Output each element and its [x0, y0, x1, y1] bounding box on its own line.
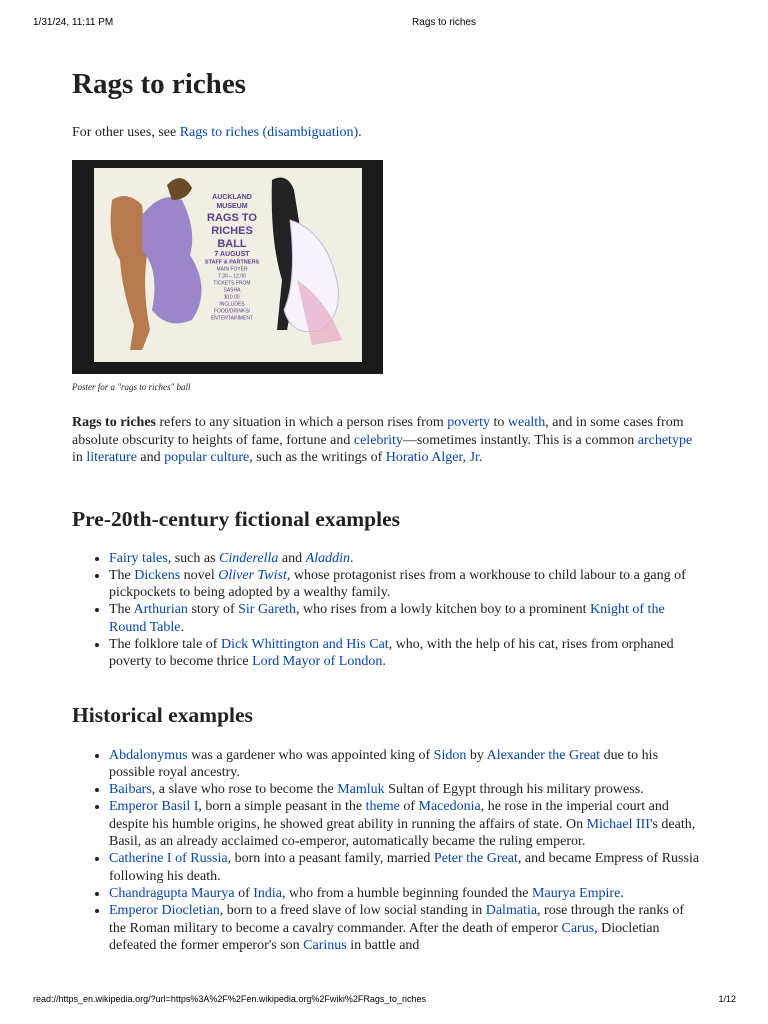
link-diocletian[interactable]: Emperor Diocletian — [109, 903, 220, 919]
item-text: 's death, Basil, as an already acclaimed co-emperor, automatically became the ruling emperor. — [109, 816, 696, 850]
print-header — [0, 17, 768, 31]
lead-bold-term: Rags to riches — [72, 415, 156, 430]
list-item — [109, 636, 702, 671]
link-dickens[interactable]: Dickens — [134, 567, 181, 583]
link-lord-mayor[interactable]: Lord Mayor of London — [252, 654, 383, 670]
link-fairy-tales[interactable]: Fairy tales — [109, 550, 168, 566]
item-text: due to his possible royal ancestry. — [109, 747, 659, 780]
link-michael-iii[interactable]: Michael III — [586, 816, 650, 832]
link-wealth[interactable]: wealth — [507, 415, 546, 430]
link-mamluk[interactable]: Mamluk — [337, 782, 385, 798]
link-theme[interactable]: theme — [365, 799, 400, 815]
link-basil[interactable]: Emperor Basil I — [109, 799, 199, 815]
item-text: , born into a peasant family, married — [227, 851, 434, 867]
lead-text: , and in some cases from absolute obscurity to heights of fame, fortune and — [72, 415, 684, 448]
item-text: and — [278, 550, 306, 566]
link-archetype[interactable]: archetype — [637, 432, 693, 448]
page-title: Rags to riches — [72, 68, 246, 100]
fiction-list — [72, 550, 702, 671]
item-text: , a slave who rose to become the — [151, 782, 338, 798]
article-content — [72, 64, 702, 954]
item-text: The — [109, 567, 135, 583]
item-text: , Diocletian defeated the former emperor's son — [109, 920, 660, 953]
item-text: . — [620, 885, 624, 901]
item-text: , who rises from a lowly kitchen boy to a prominent — [296, 602, 590, 618]
item-text: , who from a humble beginning founded the — [282, 885, 533, 901]
link-arthurian[interactable]: Arthurian — [133, 602, 188, 618]
link-aladdin[interactable] — [306, 551, 350, 566]
link-sidon[interactable]: Sidon — [433, 747, 467, 763]
item-text: . — [382, 654, 386, 670]
section-heading-fiction: Pre-20th-century fictional examples — [72, 506, 401, 531]
item-text: of — [234, 885, 254, 901]
item-text: , rose through the ranks of the Roman military to become a cavalry commander. After the death of emperor — [109, 903, 685, 936]
poster-text-line: MUSEUM — [216, 203, 248, 210]
list-item — [109, 885, 702, 902]
poster-text-line: RAGS TO — [207, 212, 257, 224]
poster-text-line: MAIN FOYER — [216, 266, 248, 273]
hatnote — [72, 124, 702, 142]
print-title: Rags to riches — [412, 17, 476, 28]
poster-text-line: ENTERTAINMENT — [210, 315, 254, 322]
item-text: , whose protagonist rises from a workhouse to child labour to a gang of pickpockets to being adopted by a wealthy family. — [109, 567, 686, 601]
section-heading-historical: Historical examples — [72, 702, 253, 727]
lead-text: refers to any situation in which a person rises from — [156, 415, 448, 430]
disambiguation-link[interactable]: Rags to riches (disambiguation) — [179, 125, 359, 140]
poster-text-line: AUCKLAND — [212, 194, 252, 201]
lead-paragraph — [72, 414, 702, 467]
item-text: , who, with the help of his cat, rises from orphaned poverty to become thrice — [109, 636, 674, 670]
poster-text-line: $10.00 — [224, 294, 240, 301]
link-literature[interactable]: literature — [86, 450, 137, 465]
list-item — [109, 601, 702, 636]
item-text: , such as — [167, 550, 220, 566]
list-item — [109, 567, 702, 602]
list-item — [109, 550, 702, 567]
list-item — [109, 747, 702, 782]
link-baibars[interactable]: Baibars — [109, 782, 152, 798]
link-catherine-i[interactable]: Catherine I of Russia — [109, 851, 228, 867]
link-horatio-alger[interactable]: Horatio Alger, Jr — [385, 450, 479, 465]
link-carus[interactable]: Carus — [561, 920, 595, 936]
poster-text-line: SASHA — [223, 287, 241, 294]
link-chandragupta[interactable]: Chandragupta Maurya — [109, 885, 235, 901]
lead-text: . — [478, 450, 483, 465]
link-alexander[interactable]: Alexander the Great — [486, 747, 601, 763]
item-text: . — [180, 619, 184, 635]
poster-image[interactable] — [72, 160, 383, 374]
link-knight-round-table[interactable]: Knight of the Round Table — [109, 602, 665, 635]
link-carinus[interactable]: Carinus — [303, 937, 347, 953]
list-item — [109, 850, 702, 885]
link-text: Cinderella — [219, 550, 279, 566]
link-dick-whittington[interactable]: Dick Whittington and His Cat — [220, 636, 389, 652]
item-text: by — [466, 747, 487, 763]
item-text: of — [399, 799, 419, 815]
list-item — [109, 798, 702, 850]
lead-text: —sometimes instantly. This is a common — [402, 432, 638, 448]
link-india[interactable]: India — [253, 885, 283, 901]
lead-text: and — [136, 450, 165, 465]
item-text: , he rose in the imperial court and despite his humble origins, he showed great ability in running the affairs of state. On — [109, 799, 669, 832]
hatnote-suffix: . — [358, 125, 362, 140]
hatnote-prefix: For other uses, see — [72, 125, 180, 140]
lead-text: to — [489, 415, 508, 430]
poster-text-line: 7 AUGUST — [214, 251, 250, 258]
poster-text-line: 7.30 – 12.00 — [218, 273, 246, 280]
poster-text-line: STAFF & PARTNERS — [204, 259, 260, 266]
figure — [72, 160, 702, 393]
item-text: . — [349, 550, 354, 566]
link-celebrity[interactable]: celebrity — [353, 432, 403, 448]
poster-text-line: INCLUDES — [219, 301, 245, 308]
poster-text-line: FOOD/DRINKS/ — [213, 308, 251, 315]
poster-illustration — [72, 160, 383, 374]
link-macedonia[interactable]: Macedonia — [418, 799, 481, 815]
item-text: story of — [187, 602, 239, 618]
print-page-number: 1/12 — [718, 994, 736, 1004]
figure-caption: Poster for a "rags to riches" ball — [72, 382, 191, 392]
link-dalmatia[interactable]: Dalmatia — [485, 903, 538, 919]
link-poverty[interactable]: poverty — [447, 415, 490, 430]
item-text: The folklore tale of — [109, 636, 221, 652]
item-text: , born to a freed slave of low social standing in — [219, 903, 486, 919]
list-item — [109, 902, 702, 954]
item-text: Sultan of Egypt through his military prowess. — [384, 782, 644, 798]
item-text: novel — [180, 567, 219, 583]
poster-text-line: TICKETS FROM — [213, 280, 251, 287]
link-sir-gareth[interactable]: Sir Gareth — [238, 602, 297, 618]
poster-text-line: RICHES — [211, 225, 253, 237]
poster-text-line: BALL — [217, 238, 247, 250]
print-footer — [0, 994, 768, 1008]
lead-text: in — [72, 450, 87, 465]
item-text: in battle and — [346, 937, 420, 953]
link-oliver-twist[interactable] — [218, 568, 287, 583]
item-text: , born a simple peasant in the — [198, 799, 366, 815]
item-text: , and became Empress of Russia following his death. — [109, 851, 700, 884]
print-url: read://https_en.wikipedia.org/?url=https%3A%2F%2Fen.wikipedia.org%2Fwiki%2FRags_to_riches — [33, 994, 426, 1004]
link-text: Aladdin — [305, 550, 350, 566]
print-date: 1/31/24, 11:11 PM — [33, 17, 114, 28]
link-abdalonymus[interactable]: Abdalonymus — [109, 747, 188, 763]
historical-list — [72, 747, 702, 955]
item-text: was a gardener who was appointed king of — [187, 747, 434, 763]
link-peter-the-great[interactable]: Peter the Great — [433, 851, 518, 867]
link-text: Oliver Twist — [218, 567, 287, 583]
link-maurya-empire[interactable]: Maurya Empire — [532, 885, 621, 901]
lead-text: , such as the writings of — [249, 450, 386, 465]
link-cinderella[interactable] — [219, 551, 278, 566]
link-popular-culture[interactable]: popular culture — [164, 450, 250, 465]
item-text: The — [109, 602, 134, 618]
list-item — [109, 781, 702, 798]
